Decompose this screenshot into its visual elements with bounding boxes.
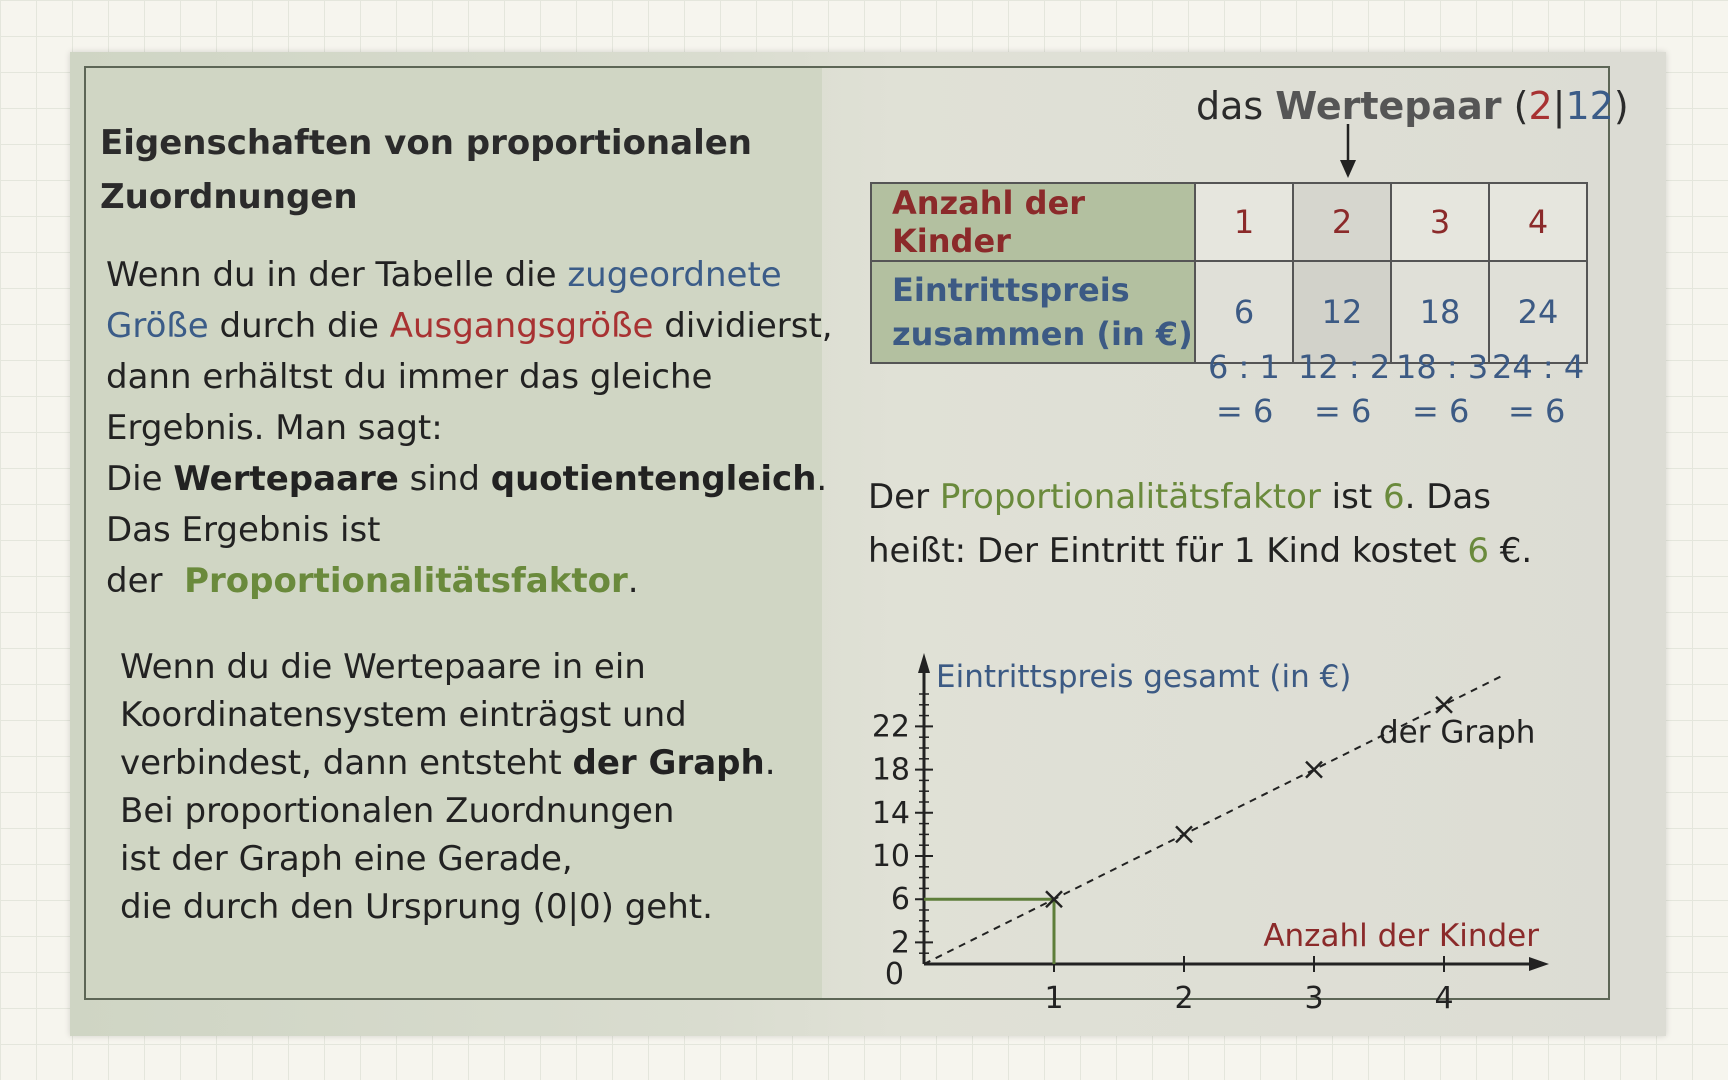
p2-text: ist der Graph eine Gerade, [120, 839, 573, 879]
table-cell: 4 [1489, 183, 1587, 261]
term-wertepaare: Wertepaare [173, 459, 399, 499]
factor-text: ist [1320, 477, 1383, 517]
quotient-expr: 6 : 1 [1208, 348, 1280, 386]
y-tick-label: 2 [890, 925, 910, 961]
wertepaar-y: 12 [1565, 84, 1614, 128]
term-der-graph: der Graph [572, 743, 765, 783]
term-quotientengleich: quotientengleich [490, 459, 817, 499]
wertepaar-text: das [1196, 84, 1276, 128]
row-header-kinder: Anzahl der Kinder [871, 183, 1195, 261]
term-proportionalitaetsfaktor: Proportionalitätsfaktor [184, 561, 628, 601]
x-tick-label: 3 [1304, 981, 1324, 1016]
wertepaar-word: Wertepaar [1275, 84, 1502, 128]
factor-statement [868, 470, 1532, 578]
p1-text: Wenn du in der Tabelle die [106, 255, 568, 295]
table-row [871, 183, 1587, 261]
y-axis-label: Eintrittspreis gesamt (in €) [936, 659, 1352, 695]
x-tick-label: 4 [1434, 981, 1454, 1016]
wertepaar-label [1196, 84, 1629, 128]
wertepaar-text: ) [1613, 84, 1629, 128]
quotient-result: = 6 [1412, 392, 1470, 430]
quotient-result: = 6 [1216, 392, 1274, 430]
quotient-result: = 6 [1314, 392, 1372, 430]
section-heading [100, 116, 752, 224]
row-header-line: Eintrittspreis [892, 271, 1130, 309]
heading-line-1: Eigenschaften von proportionalen [100, 123, 752, 163]
quotient-1 [1208, 348, 1280, 430]
table-cell: 1 [1195, 183, 1293, 261]
heading-line-2: Zuordnungen [100, 177, 358, 217]
y-tick-label: 18 [871, 752, 910, 788]
p1-text: . [816, 459, 828, 499]
table-cell: 18 [1391, 261, 1489, 363]
data-point [1306, 762, 1322, 778]
quotient-expr: 12 : 2 [1298, 348, 1391, 386]
p1-text: durch die [208, 306, 390, 346]
factor-text: heißt: Der Eintritt für 1 Kind kostet [868, 531, 1468, 571]
term-zugeordnete: zugeordnete [567, 255, 782, 295]
table-cell: 6 [1195, 261, 1293, 363]
term-groesse: Größe [106, 306, 209, 346]
x-tick-label: 1 [1044, 981, 1064, 1016]
term-ausgangsgroesse: Ausgangsgröße [389, 306, 654, 346]
p1-text: der [106, 561, 185, 601]
paragraph-graph [120, 643, 776, 931]
quotient-expr: 18 : 3 [1396, 348, 1489, 386]
quotient-result: = 6 [1508, 392, 1566, 430]
graph-label: der Graph [1379, 714, 1536, 751]
quotient-4 [1492, 348, 1584, 430]
quotient-3 [1396, 348, 1488, 430]
table-cell: 2 [1293, 183, 1391, 261]
table-cell: 12 [1293, 261, 1391, 363]
wertepaar-separator: | [1552, 84, 1566, 128]
wertepaar-x: 2 [1528, 84, 1553, 128]
p2-text: Koordinatensystem einträgst und [120, 695, 687, 735]
factor-text: Der [868, 477, 940, 517]
p2-text: . [764, 743, 776, 783]
p1-text: dividierst, [653, 306, 833, 346]
factor-text: €. [1488, 531, 1533, 571]
y-tick-label: 6 [890, 882, 910, 918]
quotient-expr: 24 : 4 [1492, 348, 1585, 386]
value-table [870, 182, 1588, 364]
y-axis-arrow-icon [918, 653, 930, 673]
wertepaar-arrow-icon [1336, 124, 1360, 180]
x-tick-label: 2 [1174, 981, 1194, 1016]
factor-value: 6 [1382, 477, 1405, 517]
wertepaar-text: ( [1501, 84, 1529, 128]
quotient-2 [1298, 348, 1390, 430]
table-cell: 24 [1489, 261, 1587, 363]
table-cell: 3 [1391, 183, 1489, 261]
y-tick-label: 10 [871, 839, 910, 874]
p2-text: verbindest, dann entsteht [120, 743, 573, 783]
factor-value: 6 [1467, 531, 1489, 571]
y-tick-label: 22 [871, 709, 910, 745]
p1-text: dann erhältst du immer das gleiche [106, 357, 713, 397]
row-header-eintrittspreis [871, 261, 1195, 363]
factor-text: . Das [1404, 477, 1491, 517]
origin-label: 0 [884, 957, 904, 992]
proportional-graph [850, 580, 1550, 1020]
p1-text: Das Ergebnis ist [106, 510, 381, 550]
p2-text: Bei proportionalen Zuordnungen [120, 791, 675, 831]
p1-text: Ergebnis. Man sagt: [106, 408, 443, 448]
p2-text: Wenn du die Wertepaare in ein [120, 647, 646, 687]
data-point [1436, 697, 1452, 713]
paragraph-quotient [106, 250, 833, 607]
data-point [1176, 826, 1192, 842]
p2-text: die durch den Ursprung (0|0) geht. [120, 887, 713, 927]
p1-text: sind [398, 459, 491, 499]
row-header-line: zusammen (in €) [892, 315, 1193, 353]
x-axis-label: Anzahl der Kinder [1263, 918, 1539, 954]
x-axis-arrow-icon [1529, 957, 1549, 971]
term-proportionalitaetsfaktor-2: Proportionalitätsfaktor [939, 477, 1321, 517]
p1-text: Die [106, 459, 174, 499]
p1-text: . [627, 561, 639, 601]
y-tick-label: 14 [871, 795, 910, 831]
